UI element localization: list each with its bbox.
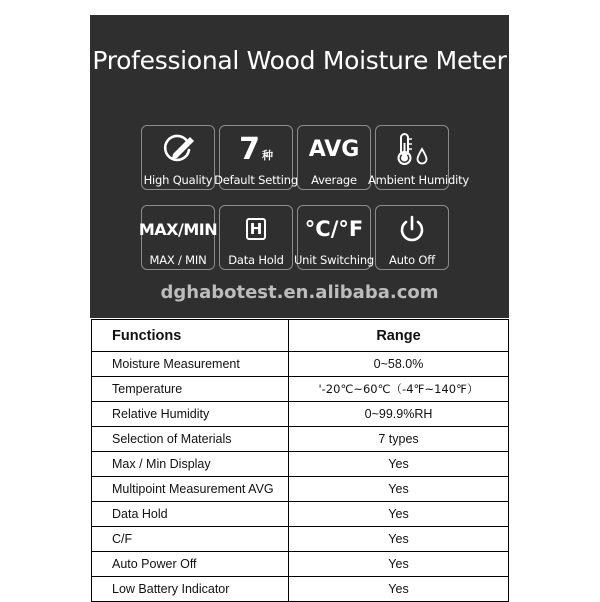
- hold-icon: H: [220, 212, 292, 246]
- function-cell: Multipoint Measurement AVG: [92, 477, 289, 502]
- table-row: [92, 477, 509, 502]
- function-cell: Moisture Measurement: [92, 352, 289, 377]
- power-icon: [376, 212, 448, 246]
- range-cell: Yes: [289, 552, 509, 577]
- feature-label: Default Setting: [214, 173, 298, 187]
- feature-label: Average: [311, 173, 357, 187]
- range-cell: 0~58.0%: [289, 352, 509, 377]
- feature-label: Ambient Humidity: [368, 173, 470, 187]
- seven-types-icon: 7 种: [239, 131, 273, 167]
- range-cell: 0~99.9%RH: [289, 402, 509, 427]
- table-row: [92, 502, 509, 527]
- feature-label: High Quality: [143, 173, 213, 187]
- function-cell: Low Battery Indicator: [92, 577, 289, 602]
- feature-high-quality: [141, 125, 215, 190]
- feature-label: MAX / MIN: [149, 253, 207, 267]
- table-row: [92, 377, 509, 402]
- pen-icon: [142, 132, 214, 166]
- range-cell: Yes: [289, 477, 509, 502]
- table-row: [92, 577, 509, 602]
- function-cell: C/F: [92, 527, 289, 552]
- feature-data-hold: [219, 205, 293, 270]
- table-row: [92, 427, 509, 452]
- feature-default-setting: [214, 125, 298, 190]
- table-header-row: [92, 320, 509, 352]
- range-cell: Yes: [289, 527, 509, 552]
- product-banner: [90, 15, 509, 318]
- feature-label: Data Hold: [228, 253, 284, 267]
- function-cell: Temperature: [92, 377, 289, 402]
- range-header: Range: [289, 320, 509, 352]
- feature-average: [297, 125, 371, 190]
- feature-max-min: [138, 205, 218, 270]
- specifications-table: [91, 319, 509, 602]
- range-cell: Yes: [289, 577, 509, 602]
- feature-label: Unit Switching: [293, 253, 375, 267]
- range-cell: 7 types: [289, 427, 509, 452]
- banner-title: Professional Wood Moisture Meter: [92, 46, 507, 75]
- table-row: [92, 402, 509, 427]
- function-cell: Relative Humidity: [92, 402, 289, 427]
- table-row: [92, 552, 509, 577]
- feature-auto-off: [375, 205, 449, 270]
- feature-unit-switching: [293, 205, 375, 270]
- thermometer-droplet-icon: [376, 132, 448, 166]
- unit-switch-icon: °C/°F: [304, 217, 364, 241]
- function-cell: Selection of Materials: [92, 427, 289, 452]
- function-cell: Max / Min Display: [92, 452, 289, 477]
- function-cell: Auto Power Off: [92, 552, 289, 577]
- table-row: [92, 352, 509, 377]
- function-cell: Data Hold: [92, 502, 289, 527]
- feature-ambient-humidity: [368, 125, 470, 190]
- website-url: dghabotest.en.alibaba.com: [160, 282, 439, 303]
- table-row: [92, 452, 509, 477]
- avg-icon: AVG: [308, 136, 360, 162]
- range-cell: Yes: [289, 502, 509, 527]
- max-min-icon: MAX/MIN: [138, 219, 218, 239]
- range-cell: Yes: [289, 452, 509, 477]
- feature-label: Auto Off: [389, 253, 435, 267]
- range-cell: '-20℃~60℃（-4℉~140℉）: [289, 377, 509, 402]
- functions-header: Functions: [92, 320, 289, 352]
- table-row: [92, 527, 509, 552]
